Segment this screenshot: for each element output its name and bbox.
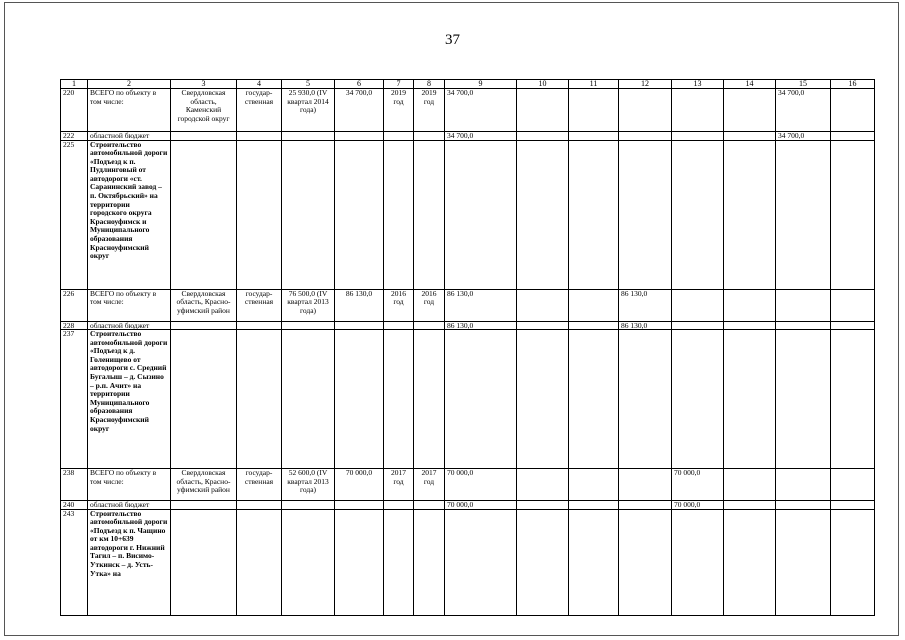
table-row-243 <box>61 509 875 615</box>
total-cell: 86 130,0 <box>445 321 517 330</box>
year-2017-cell <box>672 89 724 132</box>
col-header-12: 12 <box>619 80 672 89</box>
col-header-4: 4 <box>237 80 282 89</box>
empty-cell <box>831 89 875 132</box>
start-year-cell: 2017 год <box>384 469 414 501</box>
total-cell: 34 700,0 <box>445 89 517 132</box>
empty-cell <box>831 132 875 141</box>
location-cell: Свердловская область, Каменский городской округ <box>171 89 237 132</box>
object-name: ВСЕГО по объекту в том числе: <box>88 469 171 501</box>
empty-cell <box>517 132 569 141</box>
empty-cell <box>517 469 569 501</box>
empty-cell <box>569 132 619 141</box>
year-2019-cell <box>776 469 831 501</box>
table-row-220 <box>61 89 875 132</box>
total-cell: 70 000,0 <box>445 501 517 510</box>
object-name: областной бюджет <box>88 321 171 330</box>
year-2017-cell <box>672 132 724 141</box>
col-header-10: 10 <box>517 80 569 89</box>
col-header-2: 2 <box>88 80 171 89</box>
cost-cell: 52 600,0 (IV квартал 2013 года) <box>282 469 335 501</box>
col-header-8: 8 <box>414 80 445 89</box>
row-number: 226 <box>61 289 88 321</box>
row-number: 240 <box>61 501 88 510</box>
col-header-14: 14 <box>724 80 776 89</box>
col-header-3: 3 <box>171 80 237 89</box>
table-row-222 <box>61 132 875 141</box>
year-2019-cell <box>776 321 831 330</box>
col-header-11: 11 <box>569 80 619 89</box>
year-2017-cell: 70 000,0 <box>672 501 724 510</box>
col-header-7: 7 <box>384 80 414 89</box>
empty-cell <box>831 289 875 321</box>
object-description: Строительство автомобильной дороги «Подъезд к д. Голенищево от автодороги с. Средний Бугалыш – д. Сызино – р.п. Ачит» на территории Муниципального образования Красноуфимский округ <box>88 330 171 469</box>
object-description: Строительство автомобильной дороги «Подъезд к п. Пудлинговый от автодороги «ст. Саранинский завод – п. Октябрьский» на территории городского округа Красноуфимск и Муниципального образования Красноуфимский округ <box>88 140 171 289</box>
col-header-5: 5 <box>282 80 335 89</box>
object-name: ВСЕГО по объекту в том числе: <box>88 89 171 132</box>
row-number: 228 <box>61 321 88 330</box>
end-year-cell: 2016 год <box>414 289 445 321</box>
year-2016-cell: 86 130,0 <box>619 321 672 330</box>
year-2017-cell <box>672 321 724 330</box>
object-description: Строительство автомобильной дороги «Подъезд к п. Чащино от км 10+639 автодороги г. Нижний Тагил – п. Висимо-Уткинск – д. Усть-Утка» на <box>88 509 171 615</box>
empty-cell <box>569 289 619 321</box>
year-2016-cell <box>619 132 672 141</box>
start-year-cell: 2019 год <box>384 89 414 132</box>
empty-cell <box>384 132 414 141</box>
year-2019-cell <box>776 289 831 321</box>
empty-cell <box>724 469 776 501</box>
col-header-15: 15 <box>776 80 831 89</box>
estimate-cell: 70 000,0 <box>335 469 384 501</box>
empty-cell <box>724 132 776 141</box>
empty-cell <box>171 132 237 141</box>
page-number: 37 <box>445 32 460 48</box>
empty-cell <box>517 289 569 321</box>
estimate-cell: 34 700,0 <box>335 89 384 132</box>
year-2019-cell <box>776 501 831 510</box>
ownership-cell: государ-ственная <box>237 469 282 501</box>
column-number-row <box>61 80 875 89</box>
object-name: ВСЕГО по объекту в том числе: <box>88 289 171 321</box>
total-cell: 86 130,0 <box>445 289 517 321</box>
end-year-cell: 2017 год <box>414 469 445 501</box>
year-2017-cell: 70 000,0 <box>672 469 724 501</box>
empty-cell <box>831 469 875 501</box>
table-row-225 <box>61 140 875 289</box>
start-year-cell: 2016 год <box>384 289 414 321</box>
year-2017-cell <box>672 289 724 321</box>
end-year-cell: 2019 год <box>414 89 445 132</box>
col-header-6: 6 <box>335 80 384 89</box>
year-2016-cell <box>619 469 672 501</box>
ownership-cell: государ-ственная <box>237 289 282 321</box>
empty-cell <box>724 89 776 132</box>
data-table <box>60 79 875 616</box>
col-header-13: 13 <box>672 80 724 89</box>
year-2016-cell: 86 130,0 <box>619 289 672 321</box>
year-2019-cell: 34 700,0 <box>776 89 831 132</box>
year-2016-cell <box>619 89 672 132</box>
col-header-9: 9 <box>445 80 517 89</box>
total-cell: 70 000,0 <box>445 469 517 501</box>
row-number: 237 <box>61 330 88 469</box>
empty-cell <box>517 89 569 132</box>
empty-cell <box>569 89 619 132</box>
empty-cell <box>569 469 619 501</box>
cost-cell: 25 930,0 (IV квартал 2014 года) <box>282 89 335 132</box>
row-number: 238 <box>61 469 88 501</box>
table-row-237 <box>61 330 875 469</box>
total-cell: 34 700,0 <box>445 132 517 141</box>
object-name: областной бюджет <box>88 132 171 141</box>
col-header-16: 16 <box>831 80 875 89</box>
row-number: 220 <box>61 89 88 132</box>
cost-cell: 76 500,0 (IV квартал 2013 года) <box>282 289 335 321</box>
empty-cell <box>237 132 282 141</box>
empty-cell <box>335 132 384 141</box>
row-number: 225 <box>61 140 88 289</box>
empty-cell <box>282 132 335 141</box>
table-row-238 <box>61 469 875 501</box>
table-row-240 <box>61 501 875 510</box>
row-number: 243 <box>61 509 88 615</box>
year-2016-cell <box>619 501 672 510</box>
empty-cell <box>414 132 445 141</box>
year-2019-cell: 34 700,0 <box>776 132 831 141</box>
object-name: областной бюджет <box>88 501 171 510</box>
table-row-226 <box>61 289 875 321</box>
empty-cell <box>724 289 776 321</box>
location-cell: Свердловская область, Красно-уфимский район <box>171 289 237 321</box>
estimate-cell: 86 130,0 <box>335 289 384 321</box>
location-cell: Свердловская область, Красно-уфимский район <box>171 469 237 501</box>
table-row-228 <box>61 321 875 330</box>
row-number: 222 <box>61 132 88 141</box>
col-header-1: 1 <box>61 80 88 89</box>
ownership-cell: государ-ственная <box>237 89 282 132</box>
